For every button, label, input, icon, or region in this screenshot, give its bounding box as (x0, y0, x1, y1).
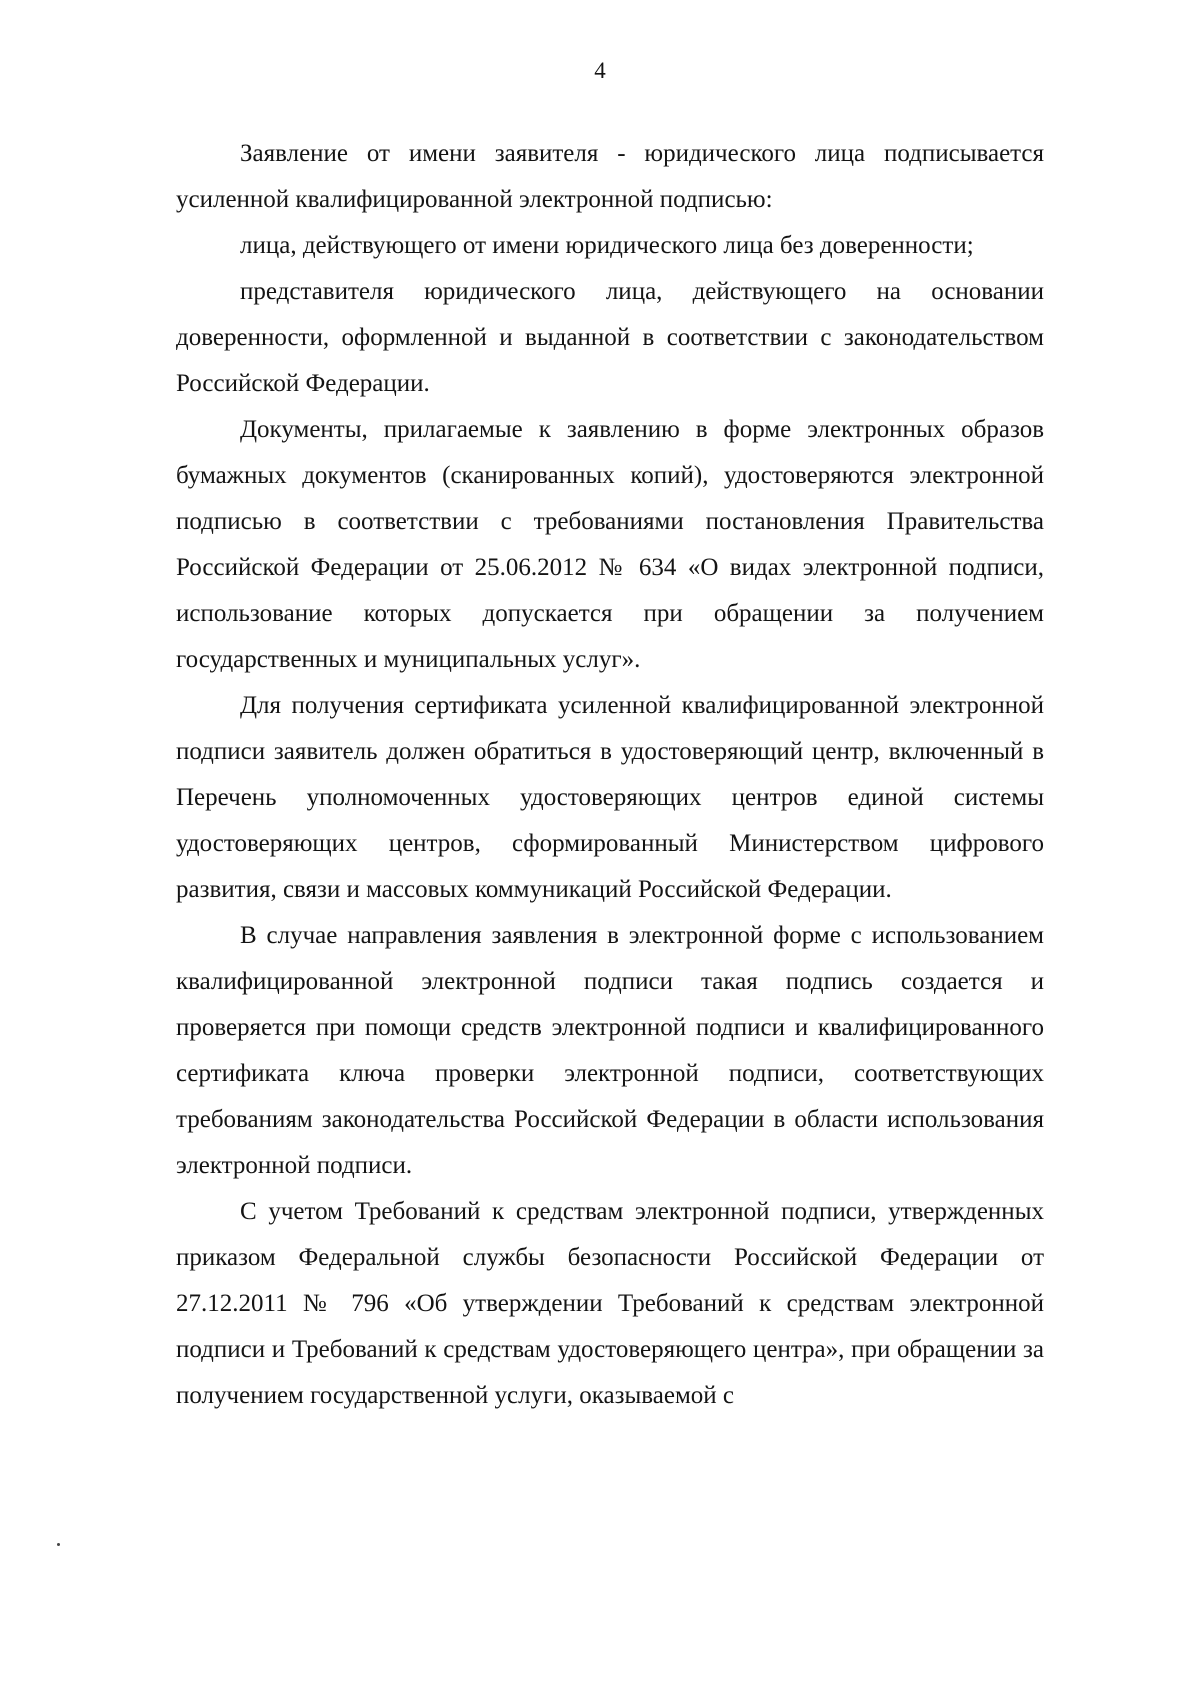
paragraph-legal-entity-signature: Заявление от имени заявителя - юридического лица подписывается усиленной квалифицированной электронной подписью: (176, 140, 1044, 213)
page-number: 4 (594, 58, 606, 83)
document-body (176, 131, 1044, 1419)
paragraph-person-without-power-of-attorney: лица, действующего от имени юридического лица без доверенности; (240, 232, 974, 259)
paragraph-fsb-requirements: С учетом Требований к средствам электронной подписи, утвержденных приказом Федеральной службы безопасности Российской Федерации от 27.12.2011 № 796 «Об утверждении Требований к средствам электронной подписи и Требований к средствам удостоверяющего центра», при обращении за получением государственной услуги, оказываемой с (176, 1198, 1044, 1409)
paragraph-representative-with-power-of-attorney: представителя юридического лица, действующего на основании доверенности, оформленной и выданной в соответствии с законодательством Российской Федерации. (176, 278, 1044, 397)
paragraph-attached-documents: Документы, прилагаемые к заявлению в форме электронных образов бумажных документов (сканированных копий), удостоверяются электронной подписью в соответствии с требованиями постановления Правительства Российской Федерации от 25.06.2012 № 634 «О видах электронной подписи, использование которых допускается при обращении за получением государственных и муниципальных услуг». (176, 416, 1044, 673)
scan-artifact-dot (57, 1543, 60, 1546)
paragraph-certificate-obtaining: Для получения сертификата усиленной квалифицированной электронной подписи заявитель должен обратиться в удостоверяющий центр, включенный в Перечень уполномоченных удостоверяющих центров единой системы удостоверяющих центров, сформированный Министерством цифрового развития, связи и массовых коммуникаций Российской Федерации. (176, 692, 1044, 903)
paragraph-qualified-signature-use: В случае направления заявления в электронной форме с использованием квалифицированной электронной подписи такая подпись создается и проверяется при помощи средств электронной подписи и квалифицированного сертификата ключа проверки электронной подписи, соответствующих требованиям законодательства Российской Федерации в области использования электронной подписи. (176, 922, 1044, 1179)
